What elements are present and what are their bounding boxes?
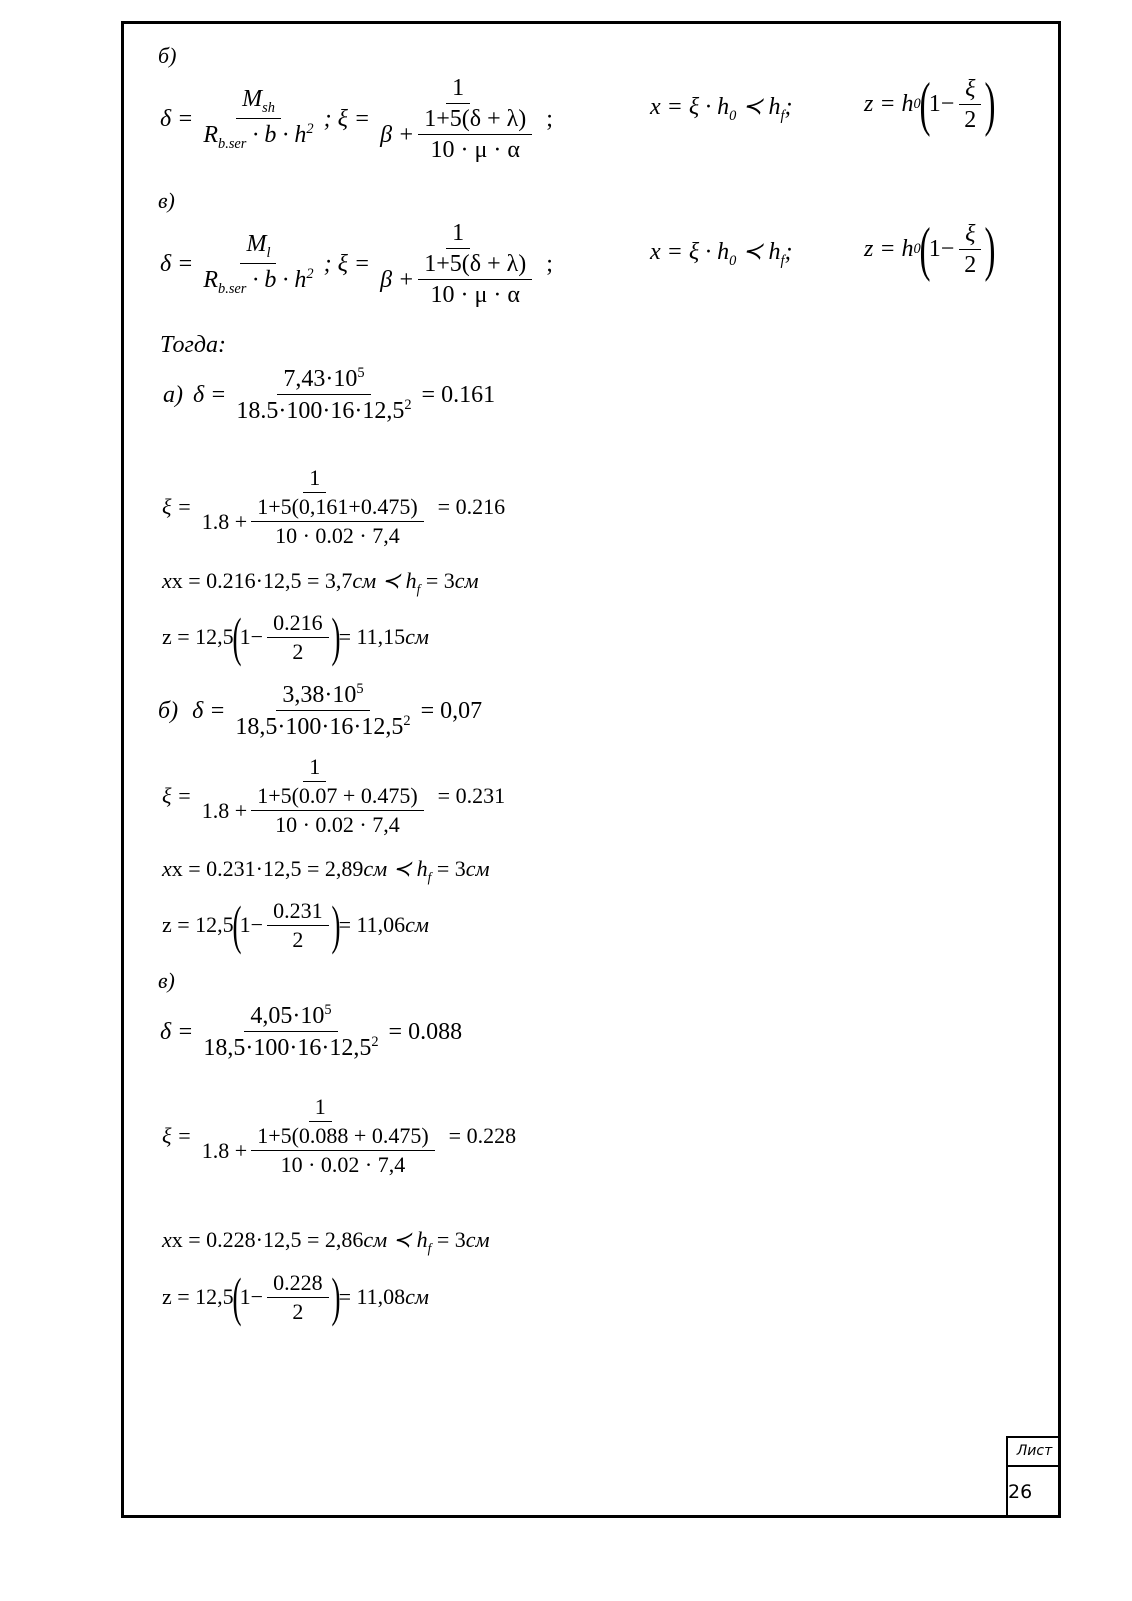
label-v2: в) <box>158 968 175 993</box>
formula-general-b: δ = $\frac{M_{sh}}{R_{b.ser} \cdot b \cdot h^2}$ ; ξ = 1 β + $\frac{1+5(\delta + \lambda)}{10 \cdot \mu \cdot \alpha}$ ; <box>160 75 553 163</box>
calc-v-xi: ξ = 1 1.8 + $\frac{1+5(0.088 + 0.475)}{10 \cdot 0.02 \cdot 7,4}$ = 0.228 <box>162 1094 517 1177</box>
calc-v-delta: δ = $\frac{4,05\cdot 10^5}{18,5\cdot 100\cdot 16\cdot 12,5^2}$ = 0.088 <box>160 1002 463 1061</box>
sheet-stamp <box>1006 1436 1061 1518</box>
label-b: б) <box>158 43 177 68</box>
calc-v-x: xx = 0.228·12,5 = 2,86см ≺ $h_f = 3см$ <box>162 1227 490 1256</box>
xi-lhs: ; ξ = <box>323 106 371 132</box>
calc-a-z: z = 12,5 ( 1− $\frac{0.216}{2}$ ) = 11,15 см <box>162 607 429 667</box>
calc-a-x: xx = 0.216·12,5 = 3,7см ≺ $h_f = 3см$ <box>162 568 479 597</box>
delta-lhs: δ = <box>160 106 194 132</box>
calc-b-delta: б) δ = $\frac{3,38\cdot 10^5}{18,5\cdot 100\cdot 16\cdot 12,5^2}$ = 0,07 <box>158 681 483 740</box>
sheet-number: 26 <box>1008 1481 1033 1503</box>
z-general-v: z = h 0 ( 1− $\frac{\xi}{2}$ ) <box>864 216 996 282</box>
calc-b-x: xx = 0.231·12,5 = 2,89см ≺ $h_f = 3см$ <box>162 856 490 885</box>
calc-b-xi: ξ = 1 1.8 + $\frac{1+5(0.07 + 0.475)}{10 \cdot 0.02 \cdot 7,4}$ = 0.231 <box>162 754 506 837</box>
calc-a-xi: ξ = 1 1.8 + $\frac{1+5(0,161+0.475)}{10 \cdot 0.02 \cdot 7,4}$ = 0.216 <box>162 465 506 548</box>
xi-fraction: 1 β + $\frac{1+5(\delta + \lambda)}{10 \cdot \mu \cdot \alpha}$ <box>374 76 542 162</box>
delta-fraction: $\frac{M_{sh}}{R_{b.ser} \cdot b \cdot h^2}$ <box>203 85 314 152</box>
label-v: в) <box>158 188 175 213</box>
calc-a-delta: а) δ = $\frac{7,43\cdot 10^5}{18.5\cdot 100\cdot 16\cdot 12,5^2}$ = 0.161 <box>163 365 496 424</box>
z-general-b: z = h 0 ( 1− $\frac{\xi}{2}$ ) <box>864 71 996 137</box>
formula-general-v: δ = $\frac{M_l}{R_{b.ser} \cdot b \cdot h^2}$ ; ξ = 1 β + $\frac{1+5(\delta + \lambda)}{10 \cdot \mu \cdot \alpha}$ ; <box>160 220 553 308</box>
x-general-b: $x = \xi \cdot h_0$ ≺ $h_f$; <box>650 94 793 124</box>
x-general-v: $x = \xi \cdot h_0$ ≺ $h_f$; <box>650 239 793 269</box>
calc-v-z: z = 12,5 ( 1− $\frac{0.228}{2}$ ) = 11,08 см <box>162 1267 429 1327</box>
calc-b-z: z = 12,5 ( 1− $\frac{0.231}{2}$ ) = 11,06 см <box>162 895 429 955</box>
togda-label: Тогда: <box>160 332 226 358</box>
sheet-label: Лист <box>1008 1438 1061 1467</box>
